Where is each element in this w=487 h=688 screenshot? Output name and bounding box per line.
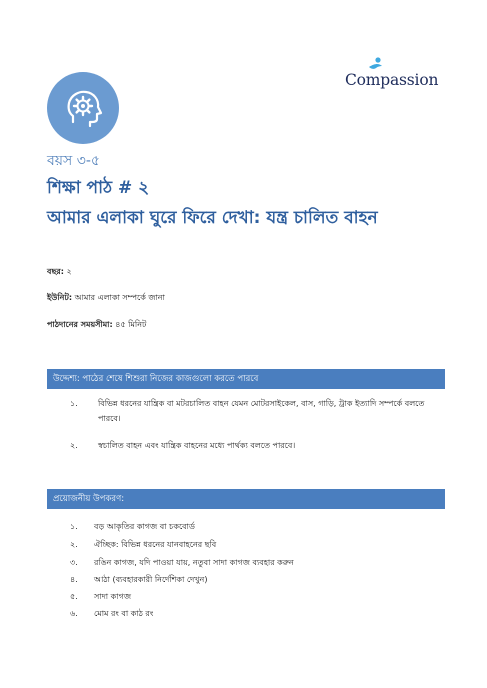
meta-time [47,319,146,332]
head-gear-badge [47,72,119,144]
meta-unit [47,292,165,305]
list-item-number: ১. [70,522,78,531]
meta-year-label: বছর: [47,267,64,276]
list-item-text: রঙিন কাগজ, যদি পাওয়া যায়, নতুবা সাদা কাগজ ব্যবহার করুন [94,558,294,567]
meta-time-label: পাঠদানের সময়সীমা: [47,320,113,329]
compassion-logo [345,57,445,97]
list-item [70,521,195,534]
materials-heading: প্রয়োজনীয় উপকরণ: [47,489,445,509]
page-title: আমার এলাকা ঘুরে ফিরে দেখা: যন্ত্র চালিত বাহন [47,208,378,228]
list-item [70,438,430,453]
meta-unit-label: ইউনিট: [47,293,73,302]
list-item-number: ৬. [70,609,78,618]
list-item-number: ১. [70,399,78,408]
list-item [70,608,153,621]
list-item [70,591,131,604]
list-item [70,557,294,570]
list-item-text: সাদা কাগজ [94,592,131,601]
logo-figure-icon [367,57,383,71]
list-item-text: ঐচ্ছিক: বিভিন্ন ধরনের যানবাহনের ছবি [94,540,217,549]
list-item [70,539,216,552]
objective-heading: উদ্দেশ্য: পাঠের শেষে শিশুরা নিজের কাজগুলো করতে পারবে [47,369,445,389]
lesson-number: শিক্ষা পাঠ # ২ [47,178,150,198]
list-item-number: ৩. [70,558,78,567]
list-item-text: মোম রং বা কাঠ রং [94,609,154,618]
list-item [70,396,430,426]
list-item-text: বিভিন্ন ধরনের যান্ত্রিক বা মটরচালিত বাহন যেমন মোটরসাইকেল, বাস, গাড়ি, ট্রাক ইত্যাদি সম্পর্কে বলতে পারবে। [98,399,425,423]
list-item-number: ৪. [70,575,78,584]
list-item [70,574,207,587]
list-item-text: বড় আকৃতির কাগজ বা চকবোর্ড [94,522,195,531]
meta-year-value: ২ [66,267,72,276]
list-item-number: ২. [70,441,78,450]
list-item-text: আঠা (ব্যবহারকারী নির্দেশিকা দেখুন) [94,575,208,584]
logo-wordmark: Compassion [345,71,439,89]
age-range: বয়স ৩-৫ [47,153,100,169]
list-item-text: স্বচালিত বাহন এবং যান্ত্রিক বাহনের মধ্যে পার্থক্য বলতে পারবে। [98,441,296,450]
meta-time-value: ৪৫ মিনিট [115,320,147,329]
meta-unit-value: আমার এলাকা সম্পর্কে জানা [74,293,165,302]
list-item-number: ৫. [70,592,78,601]
meta-year [47,266,72,279]
head-gear-icon [61,86,105,130]
list-item-number: ২. [70,540,78,549]
